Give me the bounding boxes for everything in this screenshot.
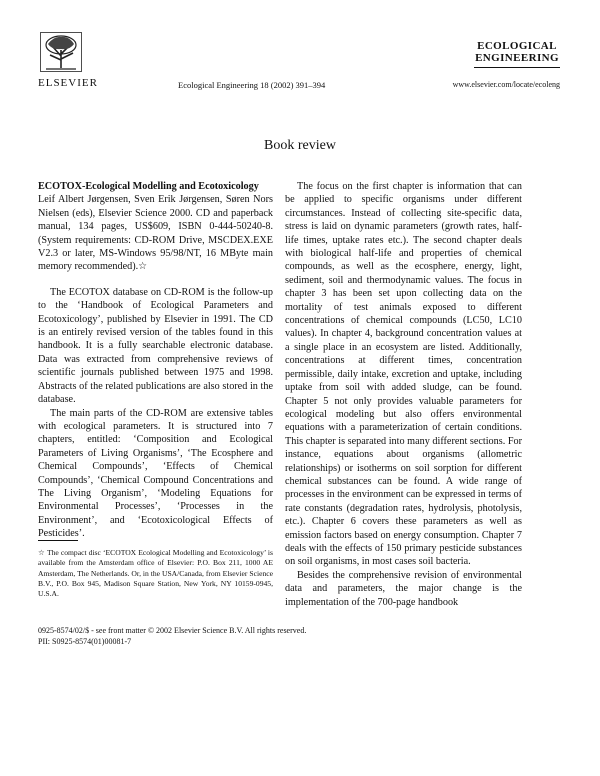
elsevier-tree-logo bbox=[40, 32, 82, 78]
footnote-divider bbox=[38, 540, 78, 541]
paragraph: The focus on the first chapter is information that can be applied to specific organisms under different circumstances. Instead of collecting site-specific data, stress is laid on dynamic parameters (growth rates, half-life times, uptake rates etc.). The second chapter deals with biological half-life and properties of chemical compounds, as well as the ecosphere, energy, light, sediment, soil and thermodynamic values. The focus in chapter 3 has been set upon collecting data on the mortality of test animals exposed to different concentrations of chemical compounds (LC50, LC10 values). In chapter 4, background concentration values at a single place in an ecosystem are listed. Additionally, concentrations at different times, concentration permissible, daily intake, excretion and uptake, including uptake from soil with added sludge, can be found. Chapter 5 not only provides valuable parameters for ecological modeling but also offers environmental equations with a parameterization of certain conditions. This chapter is separated into many different sections. For instance, equations about organisms (allometric relationships) or isotherms on soil sorption for different chemical substances can be found. A wide range of processes in the environment can be expressed in terms of rate constants (degradation rates, hydrolysis, photolysis, etc.). Chapter 6 covers these parameters as well as emission factors based on energy consumption. Chapter 7 deals with the effects of 150 primary pesticide substances on soil organisms, in most cases soil bacteria. bbox=[285, 181, 522, 568]
journal-brand bbox=[474, 40, 560, 68]
journal-citation: Ecological Engineering 18 (2002) 391–394 bbox=[178, 80, 326, 90]
left-column bbox=[38, 180, 273, 541]
copyright-block bbox=[38, 625, 306, 647]
brand-title-line1: ECOLOGICAL bbox=[477, 40, 557, 52]
publisher-name: ELSEVIER bbox=[38, 77, 98, 89]
brand-title-line2: ENGINEERING bbox=[475, 52, 559, 64]
paragraph: Besides the comprehensive revision of environmental data and parameters, the major change is the implementation of the 700-page handbook bbox=[285, 569, 522, 608]
tree-logo-icon bbox=[40, 32, 82, 72]
paragraph: The ECOTOX database on CD-ROM is the follow-up to the ‘Handbook of Ecological Parameters and Ecotoxicology’, published by Elsevier in 1991. The CD is an entirely revised version of the tables found in this handbook. It is a fully searchable electronic database. Data was extracted from comprehensive reviews of scientific journals published between 1975 and 1998. Abstracts of the related publications are also stored in the database. bbox=[38, 286, 273, 406]
pii-line: PII: S0925-8574(01)00081-7 bbox=[38, 637, 132, 646]
copyright-line: 0925-8574/02/$ - see front matter © 2002 Elsevier Science B.V. All rights reserved. bbox=[38, 626, 307, 635]
paragraph: The main parts of the CD-ROM are extensive tables with ecological parameters. It is structured into 7 chapters, entitled: ‘Composition and Ecological Parameters of Living Organisms’, ‘The Ecosphere and Chemical Compounds’, ‘Effects of Chemical Compounds’, ‘Chemical Compound Concentrations and The Living Organism’, ‘Modeling Equations for Environmental Processes’, ‘Processes in the Environment’, and ‘Ecotoxicological Effects of Pesticides’. bbox=[38, 407, 273, 540]
right-column bbox=[285, 180, 522, 609]
book-metadata: Leif Albert Jørgensen, Sven Erik Jørgensen, Søren Nors Nielsen (eds), Elsevier Science 2000. CD and paperback manual, 134 pages, US$609, ISBN 0-444-50240-8. (System requirements: CD-ROM Drive, MSCDEX.EXE V2.3 or later, MS-Windows 95/98/NT, 16 MByte main memory recommended).☆ bbox=[38, 194, 273, 273]
journal-url-link[interactable]: www.elsevier.com/locate/ecoleng bbox=[452, 80, 560, 89]
footnote: ☆ The compact disc ‘ECOTOX Ecological Modelling and Ecotoxicology’ is available from the Amsterdam office of Elsevier: P.O. Box 211, 1000 AE Amsterdam, The Netherlands. Or, in the USA/Canada, from Elsevier Science B.V., P.O. Box 945, Madison Square Station, New York, NY 10159-0945, U.S.A. bbox=[38, 548, 273, 599]
brand-rule bbox=[474, 67, 560, 68]
page-title: Book review bbox=[264, 138, 336, 153]
book-title: ECOTOX-Ecological Modelling and Ecotoxicology bbox=[38, 181, 259, 192]
